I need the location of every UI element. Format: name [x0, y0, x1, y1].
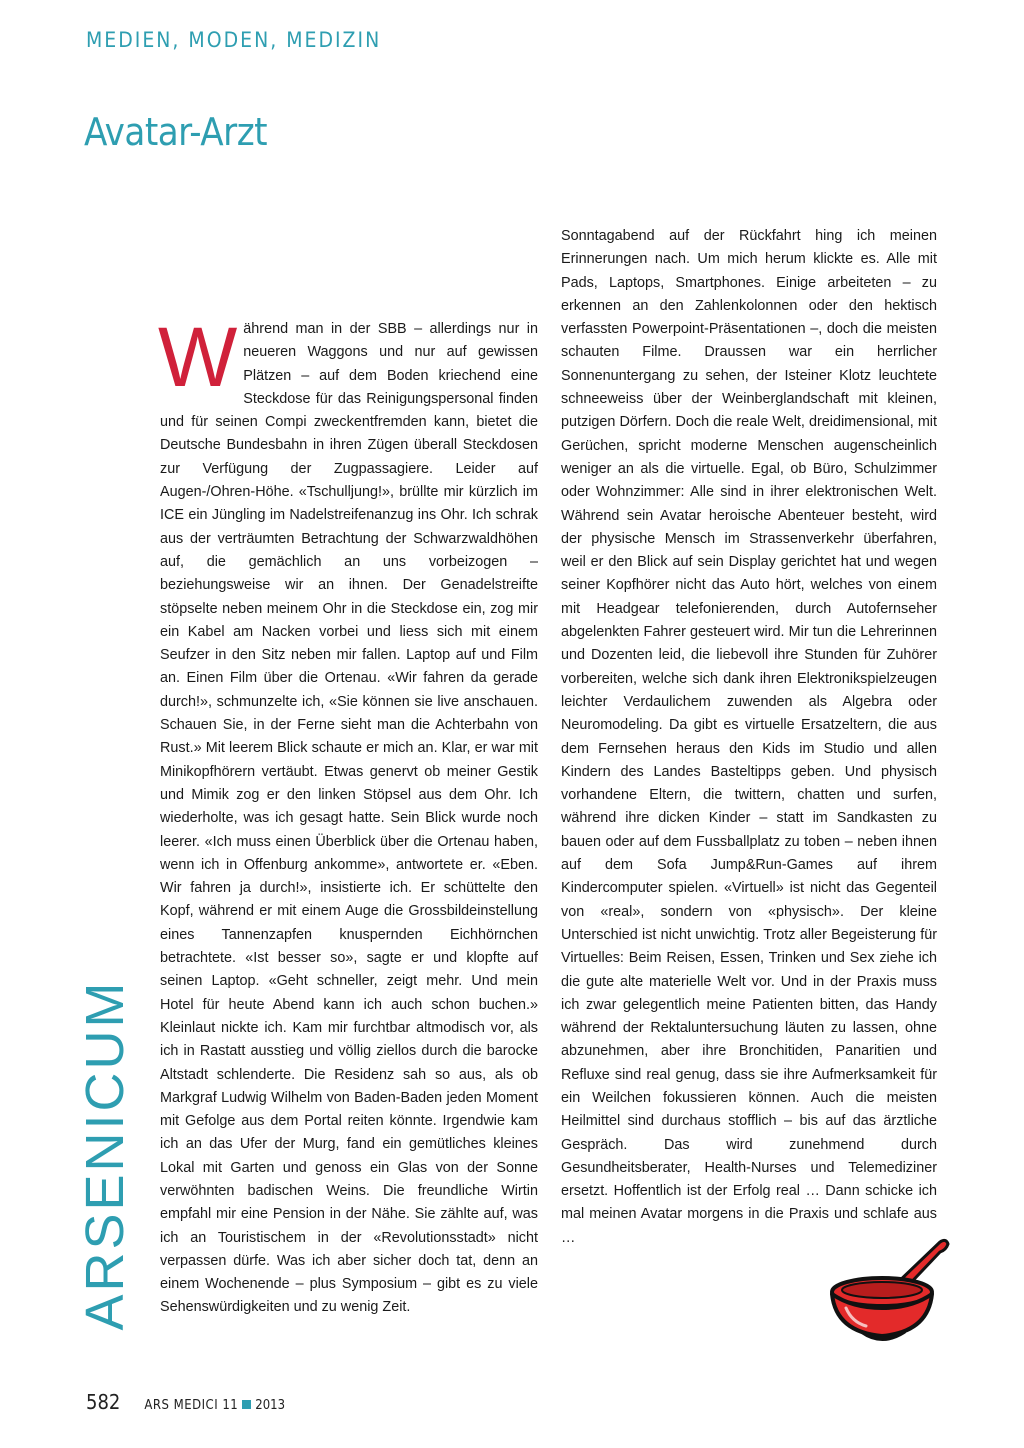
vertical-section-label: ARSENICUM — [75, 979, 135, 1331]
page-number: 582 — [86, 1390, 121, 1414]
vertical-label-container — [70, 960, 140, 1350]
journal-name: ARS MEDICI 11 — [144, 1398, 239, 1413]
page-title: Avatar-Arzt — [84, 110, 268, 154]
footer-square-icon — [242, 1400, 251, 1409]
article-text-left: ährend man in der SBB – allerdings nur in neueren Waggons und nur auf gewissen Plätzen – auf dem Boden kriechend eine Steckdose für das Reinigungspersonal finden und für seinen Compi zweckentfremden kann, bietet die Deutsche Bundesbahn in ihren Zügen überall Steckdosen zur Verfügung der Zugpassagiere. Leider auf Augen-/Ohren-Höhe. «Tschulljung!», brüllte mir kürzlich im ICE ein Jüngling im Nadelstreifenanzug ins Ohr. Ich schrak aus der verträumten Betrachtung der Schwarzwaldhöhen auf, die gemächlich an uns vorbeizogen – beziehungsweise wir an ihnen. Der Genadelstreifte stöpselte neben meinem Ohr in die Steckdose ein, zog mir ein Kabel am Nacken vorbei und liess sich mit einem Seufzer in den Sitz neben mir fallen. Laptop auf und Film an. Einen Film über die Ortenau. «Wir fahren da gerade durch!», schmunzelte ich, «Sie können sie live anschauen. Schauen Sie, in der Ferne sieht man die Achterbahn von Rust.» Mit leerem Blick schaute er mich an. Klar, er war mit Minikopfhörern vertäubt. Etwas genervt ob meiner Gestik und Mimik zog er den linken Stöpsel aus dem Ohr. Ich wiederholte, was ich gesagt hatte. Sein Blick wurde noch leerer. «Ich muss einen Überblick über die Ortenau haben, wenn ich in Offenburg ankomme», antwortete er. «Eben. Wir fahren ja durch!», insistierte ich. Er schüttelte den Kopf, während er mit einem Auge die Grossbildeinstellung eines Tannenzapfen knuspernden Eichhörnchen betrachtete. «Ist besser so», sagte er und klopfte auf seinen Laptop. «Geht schneller, zeigt mehr. Und mein Hotel für heute Abend kann ich auch schon buchen.» Kleinlaut nickte ich. Kam mir furchtbar altmodisch vor, als ich in Rastatt ausstieg und völlig ziellos durch die barocke Altstadt schlenderte. Die Residenz sah so aus, als ob Markgraf Ludwig Wilhelm von Baden-Baden jeden Moment mit Gefolge aus dem Portal reiten könnte. Irgendwie kam ich an das Ufer der Murg, fand ein gemütliches kleines Lokal mit Garten und genoss ein Glas von der Sonne verwöhnten badischen Weins. Die freundliche Wirtin empfahl mir eine Pension in der Nähe. Sie zählte auf, was ich an Touristischem in der «Revolutionsstadt» nicht verpassen dürfe. Was ich aber sicher doch tat, denn an einem Wochenende – plus Symposium – gibt es zu viele Sehenswürdigkeiten und zu wenig Zeit. — [160, 321, 538, 1316]
article-column-right — [561, 225, 937, 1250]
drop-cap: W — [158, 310, 238, 404]
journal-year: 2013 — [255, 1398, 286, 1413]
article-text-right: Sonntagabend auf der Rückfahrt hing ich meinen Erinnerungen nach. Um mich herum klickte es. Alle mit Pads, Laptops, Smartphones. Einige arbeiteten – zu erkennen an den Zahlenkolonnen oder den hektisch verfassten Powerpoint-Präsentationen –, doch die meisten schauten Filme. Draussen war ein herrlicher Sonnenuntergang zu sehen, der Isteiner Klotz leuchtete schneeweiss über der Weinberglandschaft mit kleinen, putzigen Dörfern. Doch die reale Welt, dreidimensional, mit Gerüchen, spricht moderne Menschen augenscheinlich weniger an als die virtuelle. Egal, ob Büro, Schulzimmer oder Wohnzimmer: Alle sind in ihrer elektronischen Welt. Während sein Avatar heroische Abenteuer besteht, wird der physische Mensch im Strassenverkehr überfahren, weil er den Blick auf sein Display gerichtet hat und wegen seiner Kopfhörer nicht das Auto hört, welches von einem mit Headgear telefonierenden, durch Autofernseher abgelenkten Fahrer gesteuert wird. Mir tun die Lehrerinnen und Dozenten leid, die liebevoll ihre Stunden für Zuhörer vorbereiten, welche sich dank ihren Elektronikspielzeugen leichter Verdaulichem zuwenden als Algebra oder Neuromodeling. Da gibt es virtuelle Ersatzeltern, die aus dem Fernsehen heraus den Kids im Studio und allen Kindern des Landes Basteltipps geben. Und physisch vorhandene Eltern, die twittern, chatten und surfen, während ihre dicken Kinder – statt im Sandkasten zu bauen oder auf dem Fussballplatz zu toben – neben ihnen auf dem Sofa Jump&Run-Games auf ihrem Kindercomputer spielen. «Virtuell» ist nicht das Gegenteil von «real», sondern von «physisch». Der kleine Unterschied ist nicht unwichtig. Trotz aller Begeisterung für Virtuelles: Beim Reisen, Essen, Trinken und Sex ziehe ich die gute alte materielle Welt vor. Und in der Praxis muss ich zwar gelegentlich meine Patienten bitten, das Handy während der Rektaluntersuchung läuten zu lassen, ohne abzunehmen, aber ihre Bronchitiden, Panaritien und Refluxe sind real genug, dass sie ihre Aufmerksamkeit für ein Weilchen fokussieren können. Auch die meisten Heilmittel sind durchaus stofflich – bis auf das ärztliche Gespräch. Das wird zunehmend durch Gesundheitsberater, Health-Nurses und Telemediziner ersetzt. Hoffentlich ist der Erfolg real … Dann schicke ich mal meinen Avatar morgens in die Praxis und schlafe aus … — [561, 228, 937, 1246]
section-label: MEDIEN, MODEN, MEDIZIN — [86, 28, 382, 52]
article-column-left — [158, 310, 538, 1320]
mortar-and-pestle-icon — [822, 1228, 952, 1348]
page-footer — [86, 1390, 285, 1414]
